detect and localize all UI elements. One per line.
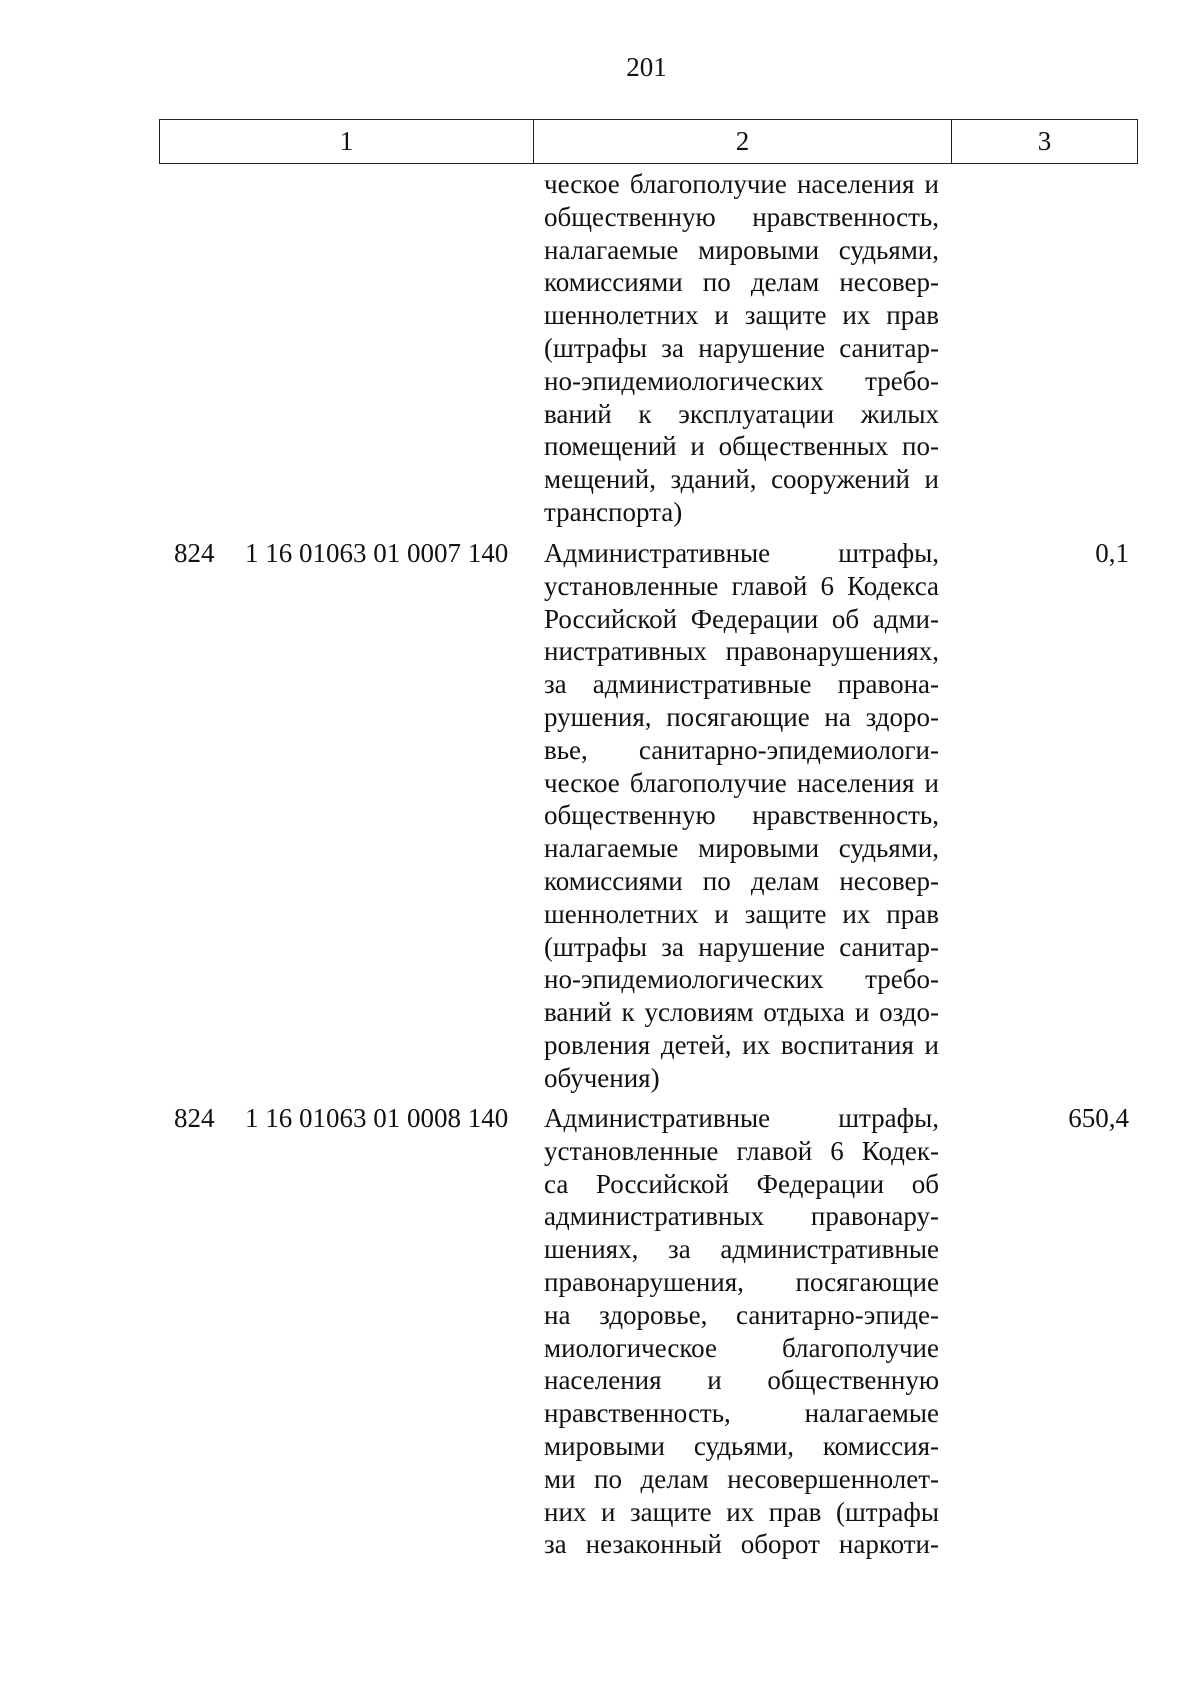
- description-line: административных правонару-: [544, 1201, 939, 1232]
- description-line: налагаемые мировыми судьями,: [544, 234, 939, 265]
- column-header-2: 2: [534, 120, 952, 163]
- description-line: шеннолетних и защите их прав: [544, 300, 939, 331]
- description-line: комиссиями по делам несовер-: [544, 865, 939, 896]
- description-line: установленные главой 6 Кодекса: [544, 570, 939, 601]
- description-line: нистративных правонарушениях,: [544, 636, 939, 667]
- table-header: [159, 119, 1138, 164]
- description-line: населения и общественную: [544, 1365, 939, 1396]
- description-line: шеннолетних и защите их прав: [544, 898, 939, 929]
- column-header-1: 1: [160, 120, 534, 163]
- row-description: [544, 168, 939, 529]
- description-line: комиссиями по делам несовер-: [544, 267, 939, 298]
- budget-classification-code: 1 16 01063 01 0008 140: [245, 1103, 509, 1133]
- description-line: на здоровье, санитарно-эпиде-: [544, 1299, 939, 1330]
- description-line: мещений, зданий, сооружений и: [544, 464, 939, 495]
- description-line: обучения): [544, 1062, 660, 1093]
- description-line: общественную нравственность,: [544, 800, 939, 831]
- admin-code: 824: [174, 1103, 215, 1133]
- description-line: Административные штрафы,: [544, 538, 939, 568]
- description-line: за незаконный оборот наркоти-: [544, 1529, 939, 1560]
- description-line: вье, санитарно-эпидемиологи-: [544, 734, 939, 765]
- description-line: шениях, за административные: [544, 1234, 939, 1265]
- description-line: установленные главой 6 Кодек-: [544, 1135, 939, 1166]
- description-line: (штрафы за нарушение санитар-: [544, 332, 939, 363]
- row-description: [544, 1102, 939, 1561]
- description-line: правонарушения, посягающие: [544, 1266, 939, 1297]
- description-line: (штрафы за нарушение санитар-: [544, 931, 939, 962]
- description-line: са Российской Федерации об: [544, 1168, 939, 1199]
- description-line: ваний к эксплуатации жилых: [544, 398, 939, 429]
- description-line: них и защите их прав (штрафы: [544, 1496, 939, 1527]
- description-line: ческое благополучие населения и: [544, 767, 939, 798]
- description-line: но-эпидемиологических требо-: [544, 365, 939, 396]
- amount-value: 650,4: [1068, 1103, 1129, 1133]
- description-line: ческое благополучие населения и: [544, 169, 939, 199]
- description-line: помещений и общественных по-: [544, 431, 939, 462]
- description-line: ми по делам несовершеннолет-: [544, 1463, 939, 1494]
- row-description: [544, 537, 939, 1095]
- description-line: рушения, посягающие на здоро-: [544, 701, 939, 732]
- description-line: Российской Федерации об адми-: [544, 603, 939, 634]
- description-line: транспорта): [544, 496, 683, 527]
- admin-code: 824: [174, 538, 215, 568]
- description-line: налагаемые мировыми судьями,: [544, 833, 939, 864]
- description-line: ровления детей, их воспитания и: [544, 1029, 939, 1060]
- description-line: но-эпидемиологических требо-: [544, 964, 939, 995]
- budget-classification-code: 1 16 01063 01 0007 140: [245, 538, 509, 568]
- description-line: миологическое благополучие: [544, 1332, 939, 1363]
- description-line: ваний к условиям отдыха и оздо-: [544, 997, 939, 1028]
- description-line: за административные правона-: [544, 669, 939, 700]
- page-number: 201: [626, 52, 667, 82]
- amount-value: 0,1: [1095, 538, 1129, 568]
- description-line: нравственность, налагаемые: [544, 1398, 939, 1429]
- description-line: общественную нравственность,: [544, 201, 939, 232]
- column-header-3: 3: [1037, 126, 1052, 156]
- description-line: мировыми судьями, комиссия-: [544, 1430, 939, 1461]
- description-line: Административные штрафы,: [544, 1103, 939, 1133]
